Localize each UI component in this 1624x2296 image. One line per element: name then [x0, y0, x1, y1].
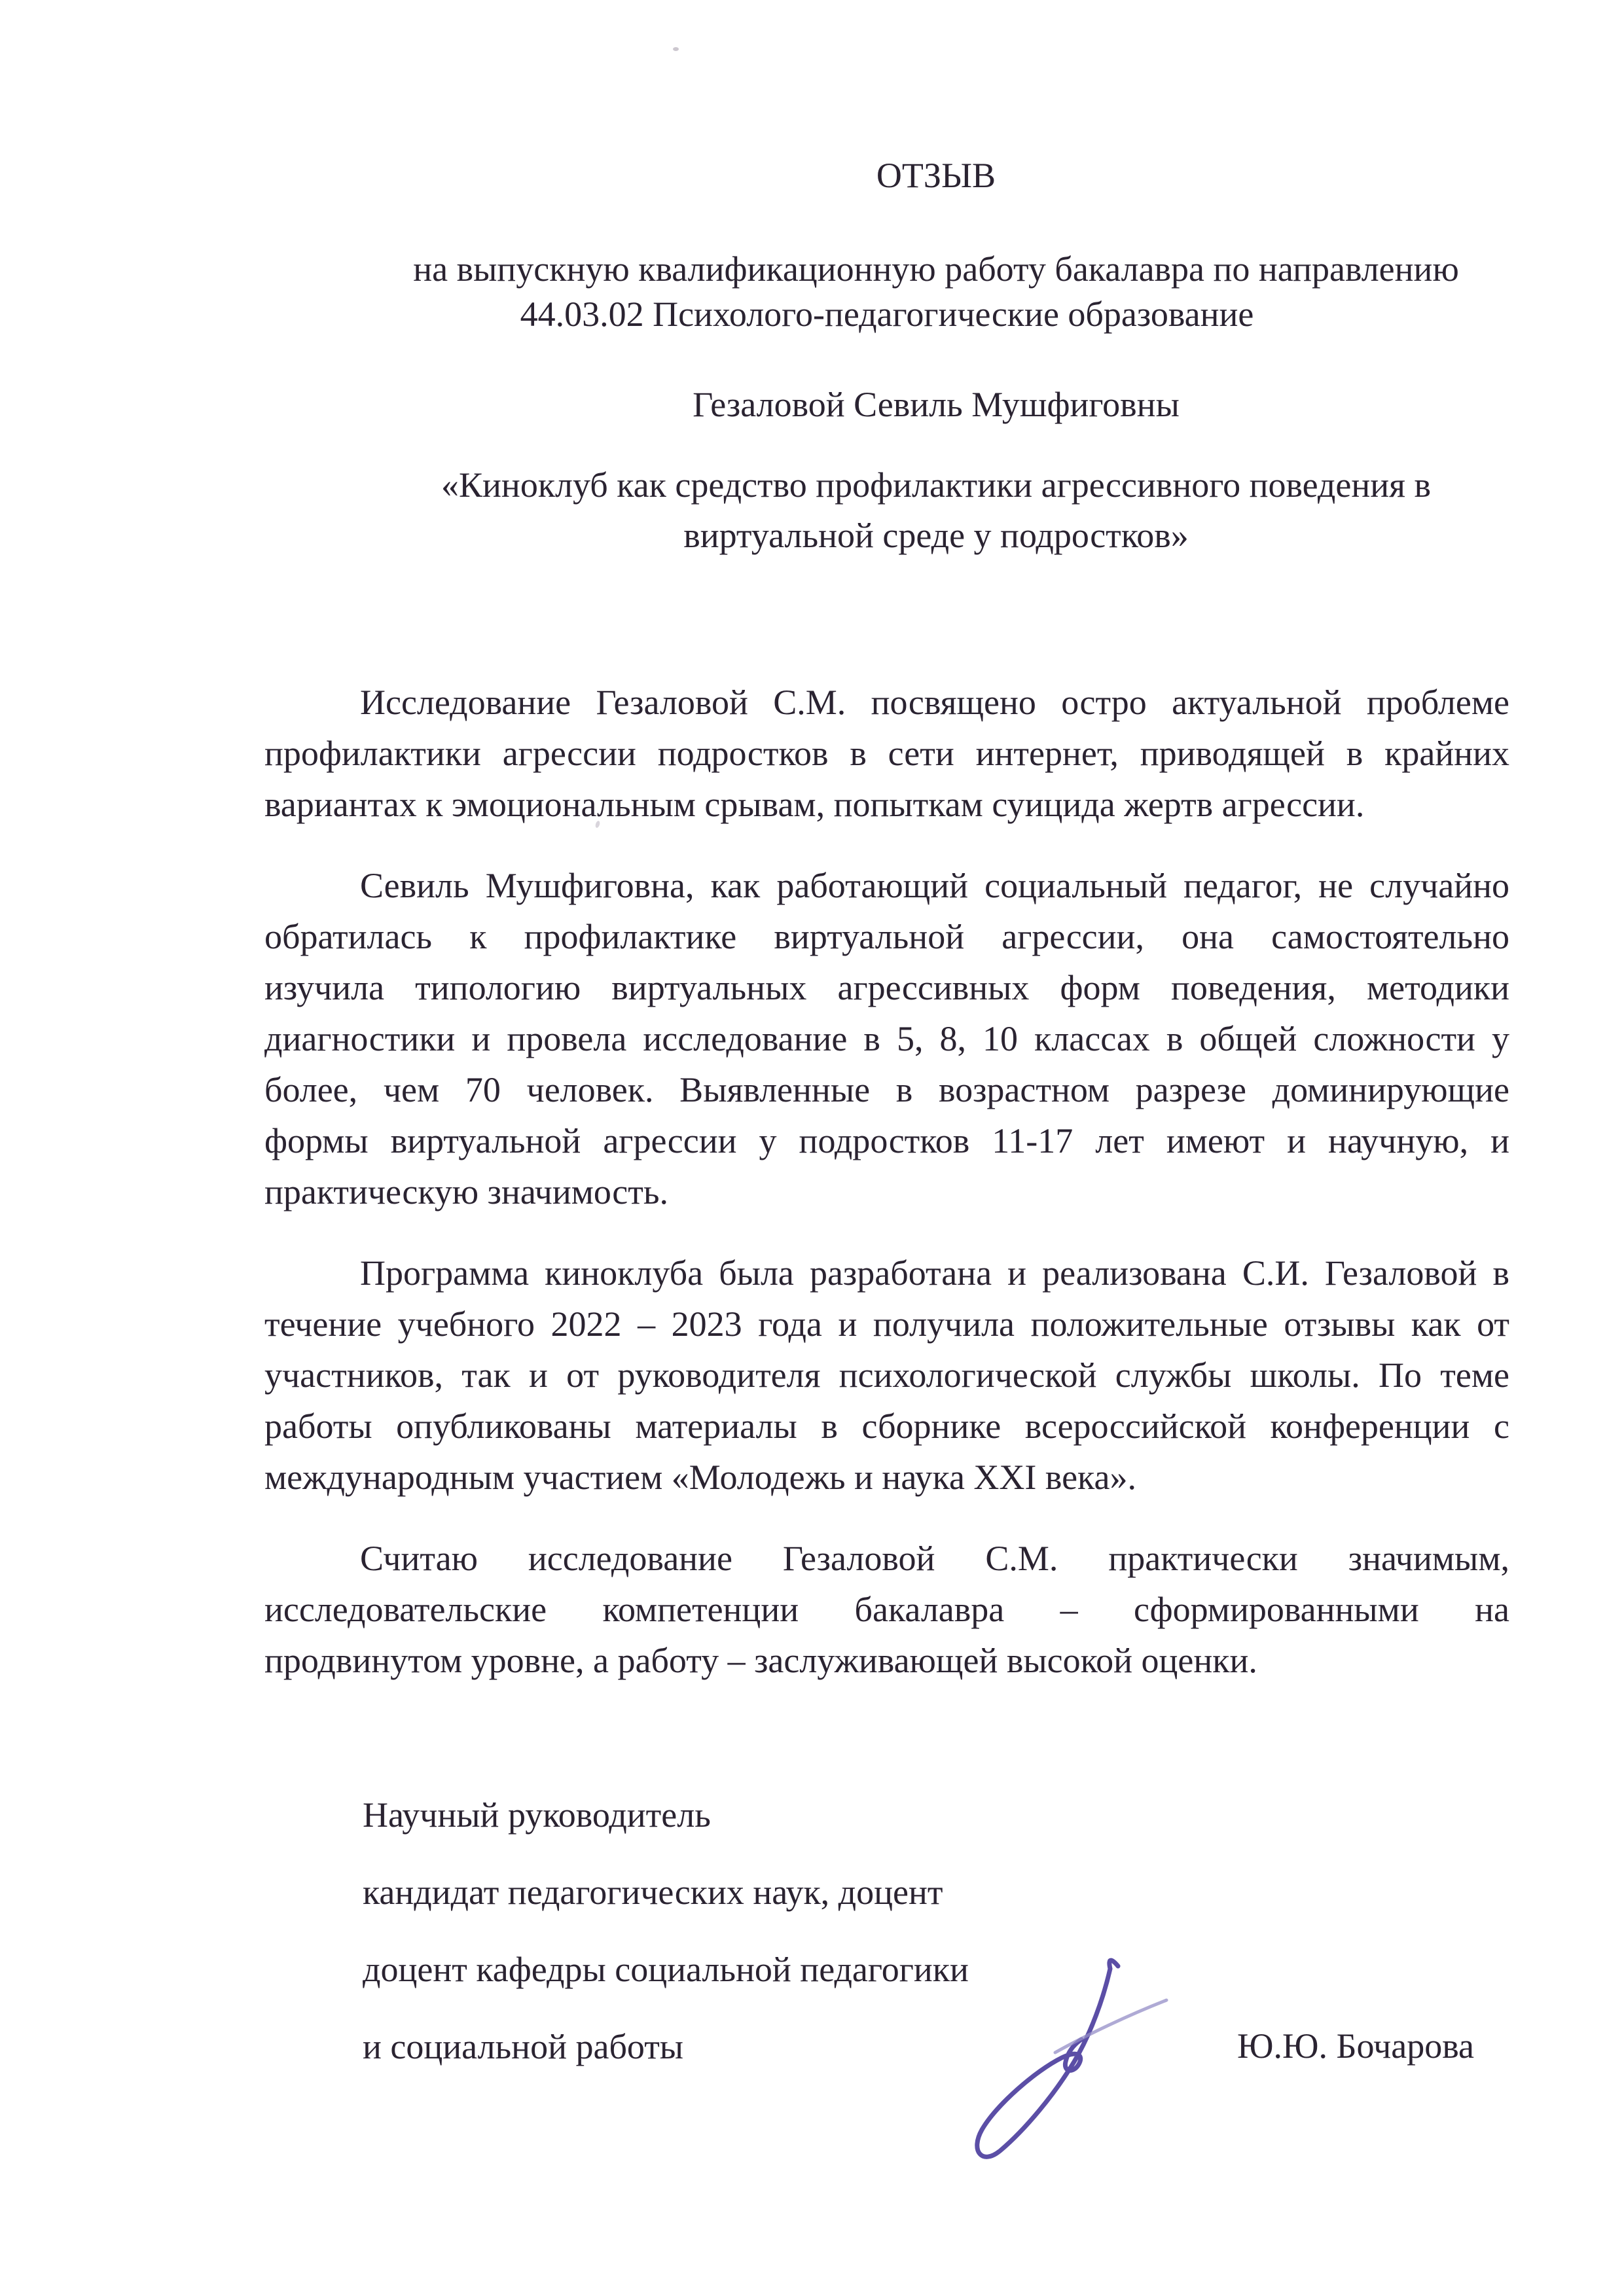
- paragraph-4: [264, 1533, 1509, 1686]
- text-line: исследовательские компетенции бакалавра – сформированными на: [264, 1590, 1509, 1629]
- signature-cross-stroke: [1055, 2000, 1166, 2053]
- author-name: Гезаловой Севиль Мушфиговны: [693, 385, 1180, 424]
- text-line: продвинутом уровне, а работу – заслуживающей высокой оценки.: [264, 1641, 1257, 1680]
- supervisor-degree-line: кандидат педагогических наук, доцент: [363, 1873, 943, 1912]
- paragraph-1: [264, 677, 1509, 830]
- text-line: международным участием «Молодежь и наука XXI века».: [264, 1458, 1136, 1497]
- document-title: ОТЗЫВ: [876, 156, 996, 195]
- text-line: течение учебного 2022 – 2023 года и получила положительные отзывы как от: [264, 1304, 1509, 1344]
- text-line: изучила типологию виртуальных агрессивных форм поведения, методики: [264, 968, 1509, 1007]
- text-line: Считаю исследование Гезаловой С.М. практически значимым,: [360, 1539, 1509, 1578]
- text-line: обратилась к профилактике виртуальной агрессии, она самостоятельно: [264, 917, 1509, 956]
- text-line: вариантах к эмоциональным срывам, попыткам суицида жертв агрессии.: [264, 785, 1365, 824]
- supervisor-position-line: доцент кафедры социальной педагогики: [363, 1950, 969, 1989]
- text-line: практическую значимость.: [264, 1172, 668, 1211]
- supervisor-role-line: Научный руководитель: [363, 1795, 711, 1835]
- thesis-title-line-2: виртуальной среде у подростков»: [683, 516, 1189, 555]
- subtitle-line-2: 44.03.02 Психолого-педагогические образование: [520, 295, 1254, 334]
- text-line: Программа киноклуба была разработана и реализована С.И. Гезаловой в: [360, 1253, 1509, 1293]
- text-line: Севиль Мушфиговна, как работающий социальный педагог, не случайно: [360, 866, 1509, 905]
- thesis-title-line-1: «Киноклуб как средство профилактики агрессивного поведения в: [441, 465, 1431, 505]
- text-line: профилактики агрессии подростков в сети интернет, приводящей в крайних: [264, 734, 1509, 773]
- text-line: работы опубликованы материалы в сборнике всероссийской конференции с: [264, 1407, 1509, 1446]
- text-line: Исследование Гезаловой С.М. посвящено остро актуальной проблеме: [360, 683, 1509, 722]
- text-line: диагностики и провела исследование в 5, 8, 10 классах в общей сложности у: [264, 1019, 1509, 1058]
- signer-name: Ю.Ю. Бочарова: [1237, 2026, 1474, 2066]
- signature-main-stroke: [977, 1960, 1118, 2157]
- scan-speck: [673, 47, 679, 51]
- handwritten-signature-icon: [962, 1949, 1172, 2169]
- paragraph-2: [264, 860, 1509, 1217]
- text-line: участников, так и от руководителя психологической службы школы. По теме: [264, 1355, 1509, 1395]
- paragraph-3: [264, 1247, 1509, 1503]
- text-line: более, чем 70 человек. Выявленные в возрастном разрезе доминирующие: [264, 1070, 1509, 1109]
- supervisor-department-line: и социальной работы: [363, 2027, 684, 2066]
- text-line: формы виртуальной агрессии у подростков 11-17 лет имеют и научную, и: [264, 1121, 1509, 1160]
- subtitle-line-1: на выпускную квалификационную работу бакалавра по направлению: [413, 249, 1459, 289]
